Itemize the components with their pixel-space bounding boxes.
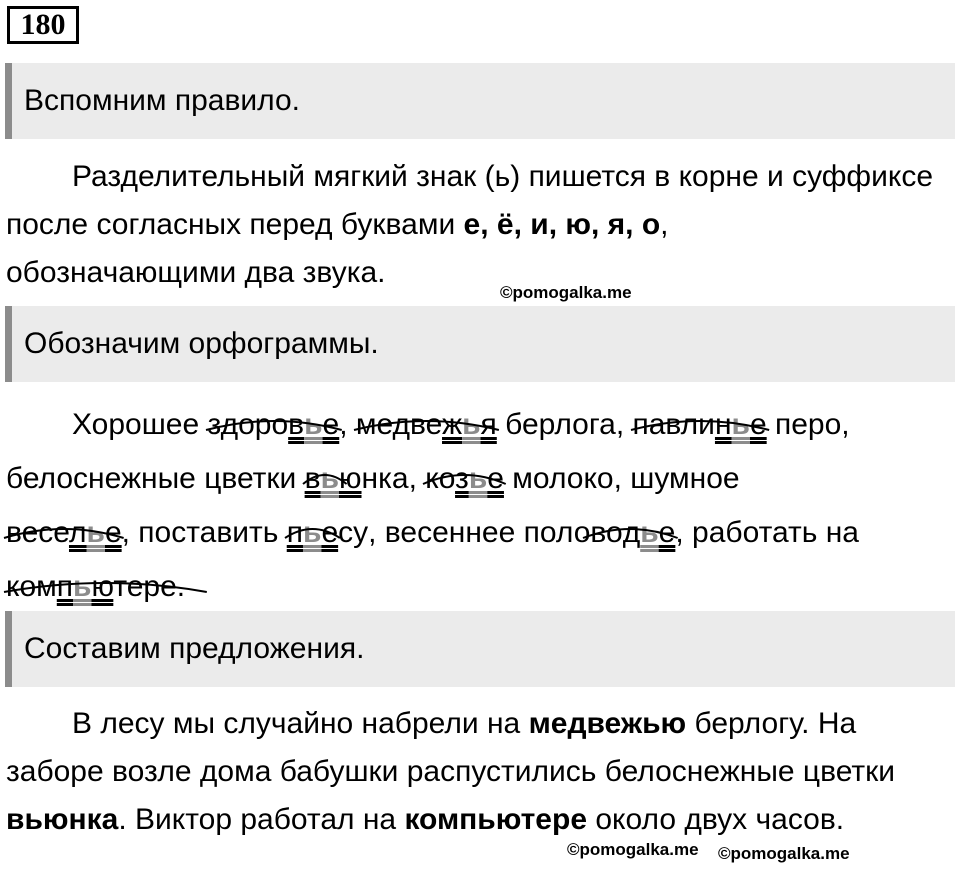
text-fragment: . — [176, 570, 186, 603]
text-fragment: , — [339, 408, 356, 441]
word-part: нка — [361, 462, 409, 495]
vowel: я — [480, 408, 497, 441]
text-fragment: В лесу мы случайно набрели на — [72, 707, 529, 740]
watermark: ©pomogalka.me — [718, 844, 850, 863]
consonant: н — [714, 408, 732, 441]
rule-paragraph — [6, 153, 951, 297]
word-part: ком — [6, 570, 57, 603]
consonant: в — [304, 462, 321, 495]
word-polovodye — [623, 506, 676, 560]
section-title: Обозначим орфограммы. — [24, 327, 379, 360]
section-header-sentences — [5, 611, 955, 687]
text-fragment: берлога, — [496, 408, 633, 441]
word-kompyutere — [6, 560, 177, 614]
soft-sign: ь — [640, 516, 659, 549]
word-medvezhya — [356, 398, 497, 452]
vowel: ю — [91, 570, 114, 603]
rule-comma: , — [660, 208, 669, 241]
section-title: Составим предложения. — [24, 632, 365, 665]
vowel: е — [658, 516, 676, 549]
soft-sign: ь — [320, 462, 340, 495]
consonant: п — [286, 516, 303, 549]
text-fragment: молоко, шумное — [503, 462, 740, 495]
word-pavline — [633, 398, 767, 452]
word-zdorovye — [208, 398, 340, 452]
section-title: Вспомним правило. — [24, 84, 301, 117]
text-fragment: , — [408, 462, 426, 495]
word-part: весе — [6, 516, 69, 549]
text-fragment: около двух часов. — [587, 803, 845, 836]
consonant: л — [68, 516, 87, 549]
vowel: ю — [339, 462, 362, 495]
word-part: ко — [425, 462, 456, 495]
section-header-orthograms — [5, 306, 955, 382]
word-part: павли — [632, 408, 715, 441]
rule-text: Разделительный мягкий знак (ь) пишется в корне и суффиксе после согласных перед буквами — [6, 160, 934, 241]
soft-sign: ь — [468, 462, 488, 495]
watermark: ©pomogalka.me — [567, 840, 699, 859]
word-veselye — [6, 506, 122, 560]
root-arc — [4, 502, 124, 514]
consonant: з — [455, 462, 469, 495]
vowel: е — [322, 408, 340, 441]
consonant: ж — [442, 408, 463, 441]
exercise-number: 180 — [7, 6, 79, 44]
bold-word: компьютере — [404, 803, 588, 836]
vowel: е — [321, 516, 339, 549]
orthogram-paragraph — [6, 398, 951, 614]
text-fragment: белоснежные цветки — [6, 462, 305, 495]
word-part: здоро — [207, 408, 289, 441]
consonant: в — [288, 408, 305, 441]
vowel: е — [104, 516, 122, 549]
word-kozye — [425, 452, 504, 506]
watermark: ©pomogalka.me — [500, 283, 632, 302]
consonant: п — [56, 570, 74, 603]
root-arc — [354, 394, 499, 406]
text-fragment: , весеннее полово — [368, 516, 623, 549]
bold-word: медвежью — [528, 707, 687, 740]
rule-line3: обозначающими два звука. — [6, 256, 386, 289]
vowel: е — [749, 408, 767, 441]
word-part: тере — [113, 570, 177, 603]
sentences-paragraph — [6, 700, 951, 844]
word-vyunka — [305, 452, 409, 506]
bold-word: вьюнка — [6, 803, 119, 836]
text-fragment: перо, — [766, 408, 850, 441]
vowel: е — [487, 462, 504, 495]
soft-sign: ь — [302, 516, 322, 549]
soft-sign: ь — [86, 516, 105, 549]
soft-sign: ь — [731, 408, 750, 441]
text-fragment: , поставить — [121, 516, 287, 549]
root-arc — [206, 394, 342, 406]
soft-sign: ь — [462, 408, 481, 441]
consonant: д — [622, 516, 641, 549]
root-arc — [631, 394, 769, 406]
text-fragment: Хорошее — [72, 408, 208, 441]
text-fragment: берлогу. На заборе возле дома бабушки распустились белоснежные цветки — [6, 707, 896, 788]
word-pyesu — [287, 506, 368, 560]
text-fragment: , работать на — [675, 516, 859, 549]
section-header-rule — [5, 63, 955, 139]
soft-sign: ь — [73, 570, 92, 603]
soft-sign: ь — [304, 408, 323, 441]
text-fragment: . Виктор работал на — [118, 803, 405, 836]
word-part: су — [338, 516, 369, 549]
word-part: медве — [355, 408, 443, 441]
rule-letters: е, ё, и, ю, я, о — [463, 208, 661, 241]
root-arc — [583, 502, 678, 514]
